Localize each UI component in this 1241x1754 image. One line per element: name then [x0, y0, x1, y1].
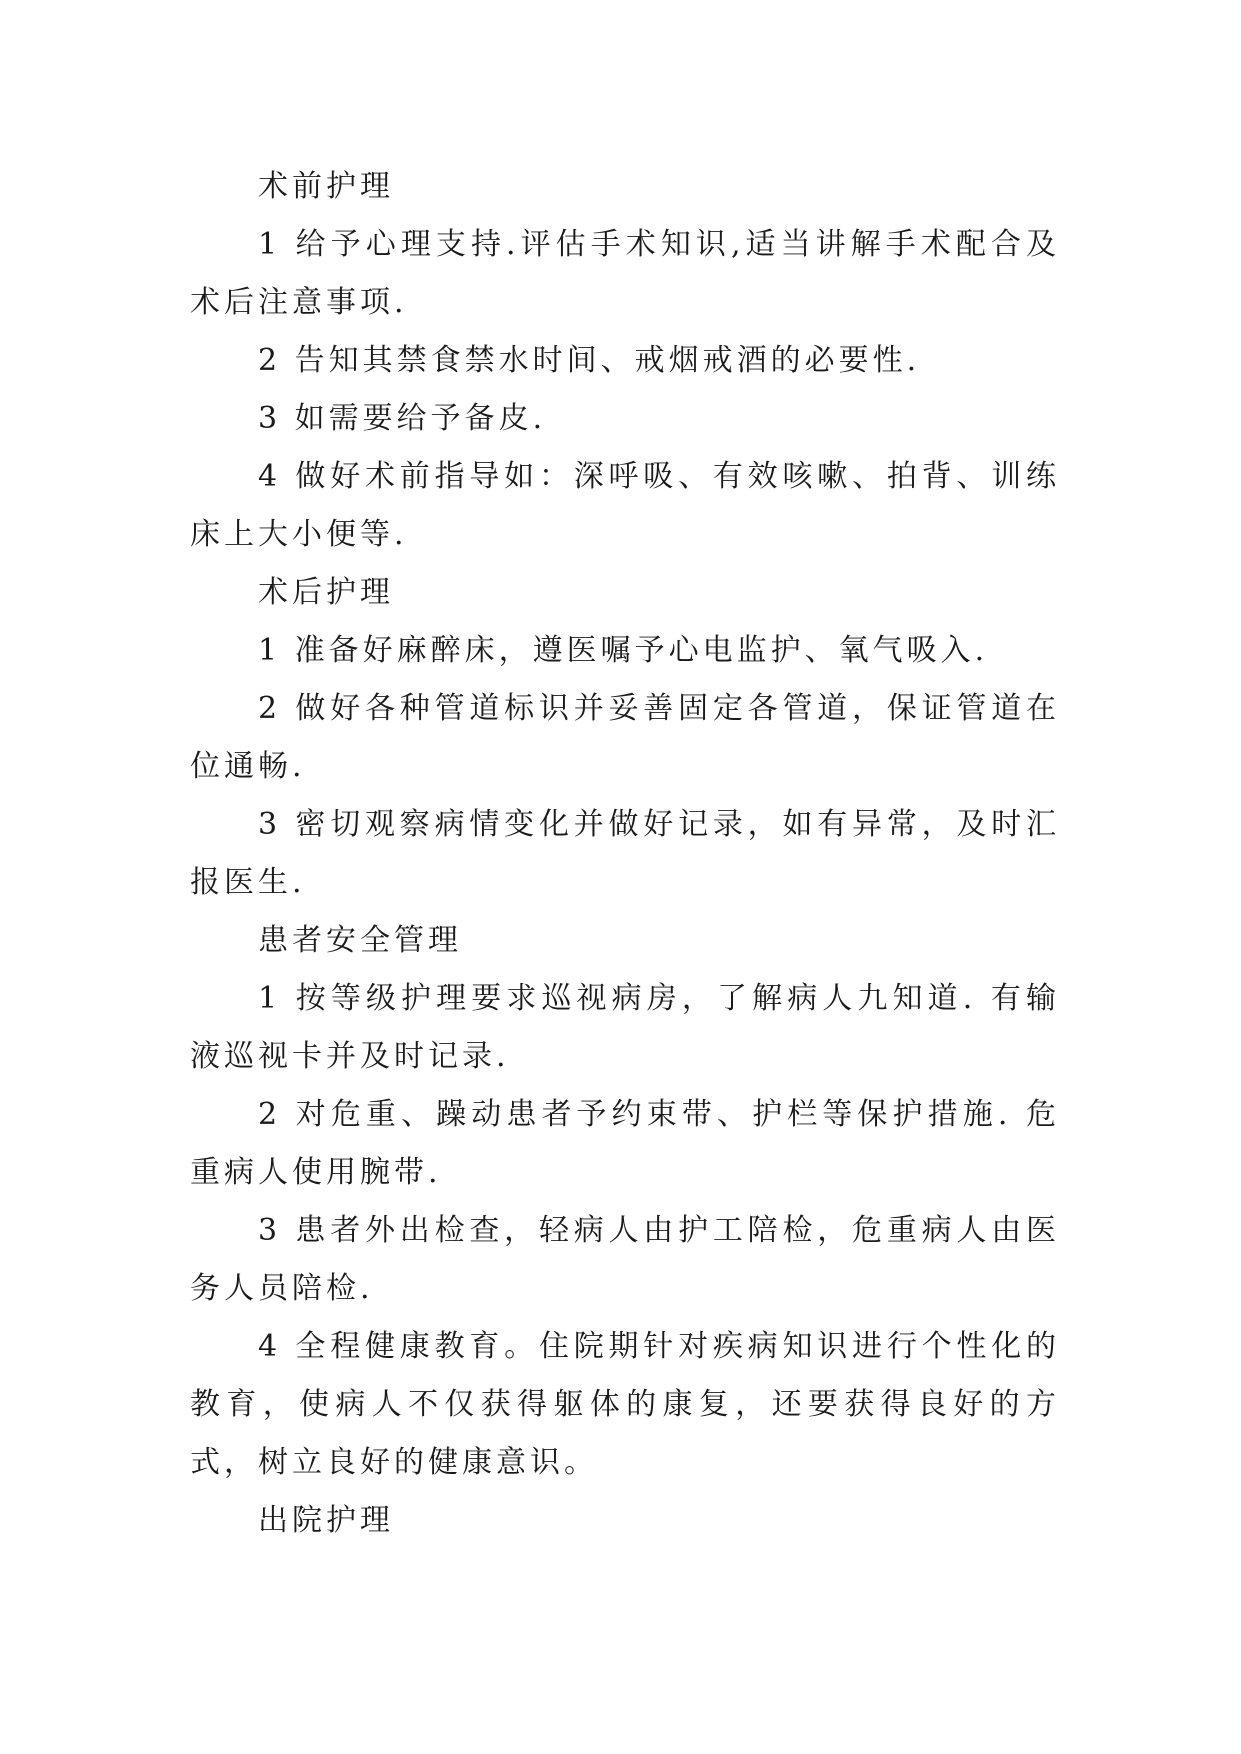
safety-item-2: 2 对危重、躁动患者予约束带、护栏等保护措施. 危重病人使用腕带.: [190, 1097, 1060, 1190]
preop-item-3: 3 如需要给予备皮.: [258, 401, 547, 436]
section-heading-preop: 术前护理: [258, 169, 394, 204]
document-body: [190, 158, 1060, 1550]
postop-item-3: 3 密切观察病情变化并做好记录，如有异常，及时汇报医生.: [190, 807, 1060, 900]
safety-item-1: 1 按等级护理要求巡视病房，了解病人九知道. 有输液巡视卡并及时记录.: [190, 981, 1060, 1074]
preop-item-2: 2 告知其禁食禁水时间、戒烟戒酒的必要性.: [258, 343, 921, 378]
postop-item-1: 1 准备好麻醉床，遵医嘱予心电监护、氧气吸入.: [258, 633, 989, 668]
section-heading-postop: 术后护理: [258, 575, 394, 610]
safety-item-3: 3 患者外出检查，轻病人由护工陪检，危重病人由医务人员陪检.: [190, 1213, 1060, 1306]
section-heading-safety: 患者安全管理: [258, 923, 462, 958]
preop-item-4: 4 做好术前指导如：深呼吸、有效咳嗽、拍背、训练床上大小便等.: [190, 459, 1060, 552]
section-heading-discharge: 出院护理: [258, 1503, 394, 1538]
preop-item-1: 1 给予心理支持.评估手术知识,适当讲解手术配合及术后注意事项.: [190, 227, 1060, 320]
postop-item-2: 2 做好各种管道标识并妥善固定各管道，保证管道在位通畅.: [190, 691, 1060, 784]
safety-item-4: 4 全程健康教育。住院期针对疾病知识进行个性化的教育，使病人不仅获得躯体的康复，还要获得良好的方式，树立良好的健康意识。: [190, 1329, 1060, 1480]
